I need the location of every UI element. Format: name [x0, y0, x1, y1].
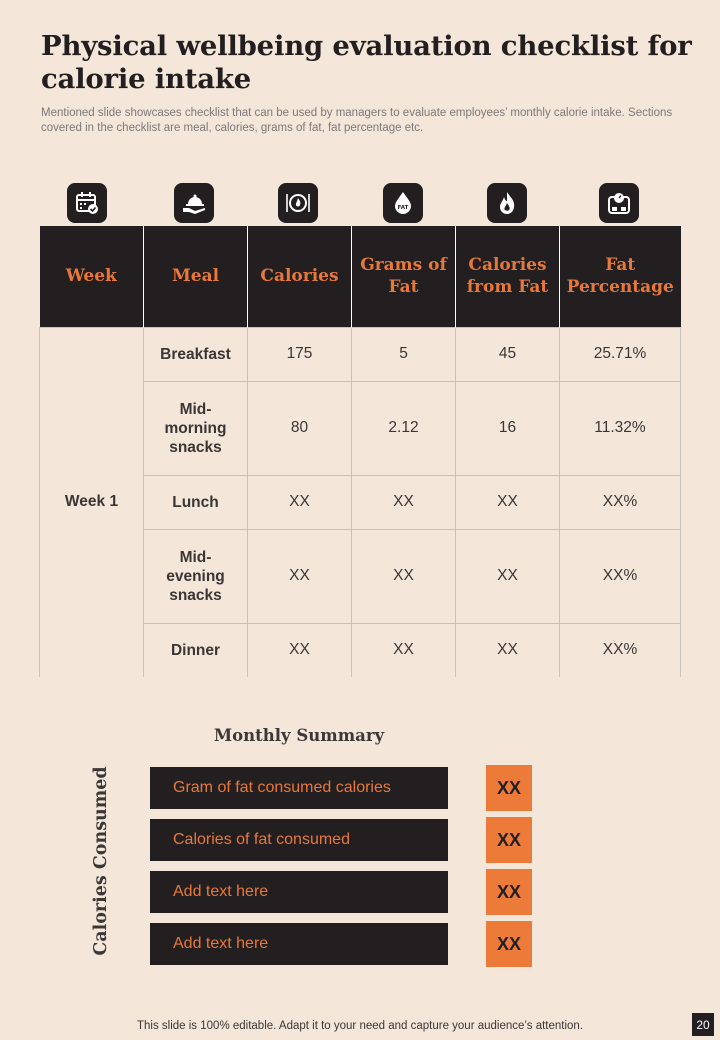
column-header-fat-percentage: Fat Percentage [560, 226, 681, 327]
column-header-week: Week [40, 226, 144, 327]
monthly-summary-title: Monthly Summary [213, 726, 385, 745]
footer-note: This slide is 100% editable. Adapt it to your need and capture your audience’s attention. [136, 1020, 584, 1032]
summary-item-value: XX [486, 765, 532, 811]
fat-drop-icon [383, 183, 423, 223]
fat-percentage-cell: 11.32% [560, 381, 681, 475]
calendar-check-icon [67, 183, 107, 223]
week-cell: Week 1 [40, 327, 144, 677]
summary-item-value: XX [486, 869, 532, 915]
calories-cell: 80 [248, 381, 352, 475]
meal-cell-text: Mid-morning snacks [164, 400, 227, 456]
meal-cell [144, 529, 248, 623]
calories-from-fat-cell: XX [456, 529, 560, 623]
column-header-calories: Calories [248, 226, 352, 327]
grams-fat-cell: 5 [352, 327, 456, 381]
summary-item-value: XX [486, 921, 532, 967]
page-number: 20 [692, 1013, 714, 1036]
meal-cell: Breakfast [144, 327, 248, 381]
table-row [40, 327, 681, 381]
meal-cell: Lunch [144, 475, 248, 529]
table-header-row [40, 226, 681, 327]
calories-from-fat-cell: XX [456, 623, 560, 677]
flame-icon [487, 183, 527, 223]
summary-item-label: Add text here [150, 871, 448, 913]
meal-cell-text: Mid-evening snacks [166, 548, 225, 604]
column-header-grams-of-fat: Grams of Fat [352, 226, 456, 327]
calories-consumed-label: Calories Consumed [91, 766, 111, 956]
column-header-meal: Meal [144, 226, 248, 327]
grams-fat-cell: XX [352, 623, 456, 677]
svg-text:FAT: FAT [397, 205, 409, 211]
calories-cell: XX [248, 475, 352, 529]
summary-item-value: XX [486, 817, 532, 863]
fat-percentage-cell: XX% [560, 475, 681, 529]
weighing-scale-icon [599, 183, 639, 223]
summary-item-label: Calories of fat consumed [150, 819, 448, 861]
calorie-checklist-table [39, 226, 681, 677]
page-title: Physical wellbeing evaluation checklist for calorie intake [41, 30, 692, 95]
grams-fat-cell: XX [352, 529, 456, 623]
column-header-calories-from-fat: Calories from Fat [456, 226, 560, 327]
meal-cell [144, 381, 248, 475]
calories-from-fat-cell: XX [456, 475, 560, 529]
calories-from-fat-cell: 16 [456, 381, 560, 475]
fat-percentage-cell: XX% [560, 623, 681, 677]
plate-fire-icon [278, 183, 318, 223]
grams-fat-cell: XX [352, 475, 456, 529]
fat-percentage-cell: XX% [560, 529, 681, 623]
summary-item-label: Add text here [150, 923, 448, 965]
calories-cell: XX [248, 529, 352, 623]
calories-from-fat-cell: 45 [456, 327, 560, 381]
summary-item-label: Gram of fat consumed calories [150, 767, 448, 809]
grams-fat-cell: 2.12 [352, 381, 456, 475]
serving-dish-icon [174, 183, 214, 223]
calories-cell: 175 [248, 327, 352, 381]
meal-cell: Dinner [144, 623, 248, 677]
calories-cell: XX [248, 623, 352, 677]
page-subtitle: Mentioned slide showcases checklist that can be used by managers to evaluate employees’ monthly calorie intake. Sections covered in the checklist are meal, calories, grams of fat, fat percentage etc. [41, 107, 673, 134]
fat-percentage-cell: 25.71% [560, 327, 681, 381]
